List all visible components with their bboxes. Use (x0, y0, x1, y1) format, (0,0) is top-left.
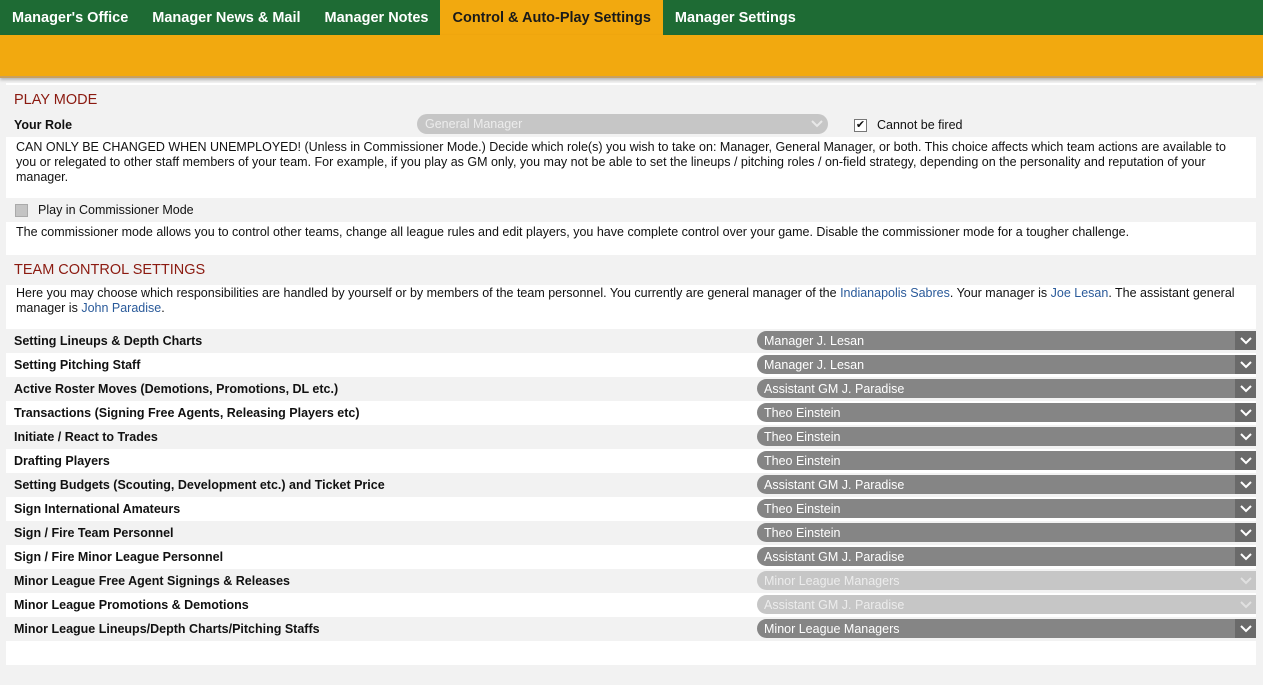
chevron-down-icon (1235, 427, 1256, 446)
setting-select[interactable] (757, 427, 1256, 446)
setting-label: Setting Pitching Staff (14, 358, 141, 372)
setting-label: Sign International Amateurs (14, 502, 181, 516)
chevron-down-icon (1235, 595, 1256, 614)
setting-row-active-roster-moves-demotions-promotions-dl-etc (6, 377, 1256, 401)
chevron-down-icon (1235, 379, 1256, 398)
intro-text-1: Here you may choose which responsibilities are handled by yourself or by members of the team personnel. You currently are general manager of the (16, 286, 841, 300)
setting-label: Initiate / React to Trades (14, 430, 158, 444)
chevron-down-icon (1235, 451, 1256, 470)
setting-label: Sign / Fire Team Personnel (14, 526, 174, 540)
setting-select-value: Assistant GM J. Paradise (764, 549, 905, 564)
chevron-down-icon (1235, 619, 1256, 638)
setting-select[interactable] (757, 475, 1256, 494)
setting-row-setting-budgets-scouting-development-etc-and-ticket-price (6, 473, 1256, 497)
tab-manager-s-office[interactable]: Manager's Office (12, 9, 129, 26)
cannot-be-fired-label: Cannot be fired (877, 118, 963, 132)
chevron-down-icon (1235, 403, 1256, 422)
top-tab-bar (0, 0, 1263, 35)
setting-select-value: Manager J. Lesan (764, 333, 865, 348)
setting-select-value: Theo Einstein (764, 405, 841, 420)
setting-row-minor-league-lineups-depth-charts-pitching-staffs (6, 617, 1256, 641)
setting-label: Drafting Players (14, 454, 110, 468)
setting-row-setting-lineups-depth-charts (6, 329, 1256, 353)
chevron-down-icon (808, 115, 826, 133)
setting-select-value: Theo Einstein (764, 429, 841, 444)
manager-name-link[interactable]: Joe Lesan (1050, 286, 1109, 300)
chevron-down-icon (1235, 523, 1256, 542)
setting-row-drafting-players (6, 449, 1256, 473)
setting-select-value: Minor League Managers (764, 621, 900, 636)
panel-footer-strip (6, 665, 1256, 685)
setting-select (757, 571, 1256, 590)
setting-select[interactable] (757, 331, 1256, 350)
setting-select-value: Assistant GM J. Paradise (764, 597, 905, 612)
setting-label: Active Roster Moves (Demotions, Promotions, DL etc.) (14, 382, 339, 396)
setting-row-minor-league-free-agent-signings-releases (6, 569, 1256, 593)
setting-select[interactable] (757, 523, 1256, 542)
your-role-row (6, 113, 1256, 137)
setting-select-value: Theo Einstein (764, 525, 841, 540)
chevron-down-icon (1235, 331, 1256, 350)
setting-select (757, 595, 1256, 614)
play-mode-title: PLAY MODE (6, 85, 1256, 115)
setting-label: Minor League Promotions & Demotions (14, 598, 249, 612)
setting-select-value: Theo Einstein (764, 501, 841, 516)
intro-text-2: . Your manager is (949, 286, 1051, 300)
tab-manager-notes[interactable]: Manager Notes (324, 9, 429, 26)
header-band (0, 35, 1263, 78)
team-name-link[interactable]: Indianapolis Sabres (840, 286, 950, 300)
setting-row-initiate-react-to-trades (6, 425, 1256, 449)
setting-row-setting-pitching-staff (6, 353, 1256, 377)
setting-select[interactable] (757, 355, 1256, 374)
team-control-title: TEAM CONTROL SETTINGS (6, 255, 1256, 285)
role-select (417, 114, 828, 134)
commissioner-row (6, 198, 1256, 222)
cannot-be-fired-checkbox[interactable]: ✔ (855, 118, 866, 131)
chevron-down-icon (1235, 475, 1256, 494)
chevron-down-icon (1235, 499, 1256, 518)
setting-row-sign-international-amateurs (6, 497, 1256, 521)
setting-select[interactable] (757, 379, 1256, 398)
cannot-be-fired-option (854, 118, 962, 132)
setting-select[interactable] (757, 547, 1256, 566)
setting-row-sign-fire-minor-league-personnel (6, 545, 1256, 569)
commissioner-mode-label: Play in Commissioner Mode (38, 203, 194, 217)
setting-select-value: Minor League Managers (764, 573, 900, 588)
intro-text-4: . (161, 301, 165, 315)
setting-select-value: Theo Einstein (764, 453, 841, 468)
setting-label: Minor League Lineups/Depth Charts/Pitching Staffs (14, 622, 320, 636)
your-role-label: Your Role (14, 118, 73, 132)
tab-manager-settings[interactable]: Manager Settings (674, 9, 796, 26)
chevron-down-icon (1235, 355, 1256, 374)
team-control-intro (6, 286, 1256, 316)
setting-row-sign-fire-team-personnel (6, 521, 1256, 545)
tab-control-auto-play-settings[interactable]: Control & Auto-Play Settings (440, 0, 662, 35)
setting-label: Sign / Fire Minor League Personnel (14, 550, 224, 564)
setting-select-value: Assistant GM J. Paradise (764, 477, 905, 492)
role-description: CAN ONLY BE CHANGED WHEN UNEMPLOYED! (Unless in Commissioner Mode.) Decide which role(s) you wish to take on: Manager, General Manager, or both. This choice affects which team actions are available to you or relegated to other staff members of your team. For example, if you play as GM only, you may not be able to set the lineups / pitching roles / on-field strategy, depending on the personality and reputation of your manager. (16, 140, 1226, 184)
setting-select[interactable] (757, 451, 1256, 470)
chevron-down-icon (1235, 571, 1256, 590)
setting-row-minor-league-promotions-demotions (6, 593, 1256, 617)
settings-panel (6, 83, 1256, 683)
commissioner-description: The commissioner mode allows you to control other teams, change all league rules and edit players, you have complete control over your game. Disable the commissioner mode for a tougher challenge. (16, 225, 1130, 239)
chevron-down-icon (1235, 547, 1256, 566)
setting-label: Transactions (Signing Free Agents, Releasing Players etc) (14, 406, 360, 420)
setting-select[interactable] (757, 403, 1256, 422)
commissioner-mode-checkbox[interactable] (15, 204, 28, 217)
setting-label: Setting Budgets (Scouting, Development etc.) and Ticket Price (14, 478, 385, 492)
setting-label: Setting Lineups & Depth Charts (14, 334, 203, 348)
tab-manager-news-mail[interactable]: Manager News & Mail (152, 9, 301, 26)
setting-select-value: Assistant GM J. Paradise (764, 381, 905, 396)
setting-row-transactions-signing-free-agents-releasing-players-etc (6, 401, 1256, 425)
role-select-value: General Manager (425, 117, 523, 131)
setting-select[interactable] (757, 619, 1256, 638)
setting-label: Minor League Free Agent Signings & Releases (14, 574, 290, 588)
assistant-gm-name-link[interactable]: John Paradise (81, 301, 162, 315)
setting-select[interactable] (757, 499, 1256, 518)
intro-text-3: . The assistant general manager is (16, 286, 1235, 315)
setting-select-value: Manager J. Lesan (764, 357, 865, 372)
